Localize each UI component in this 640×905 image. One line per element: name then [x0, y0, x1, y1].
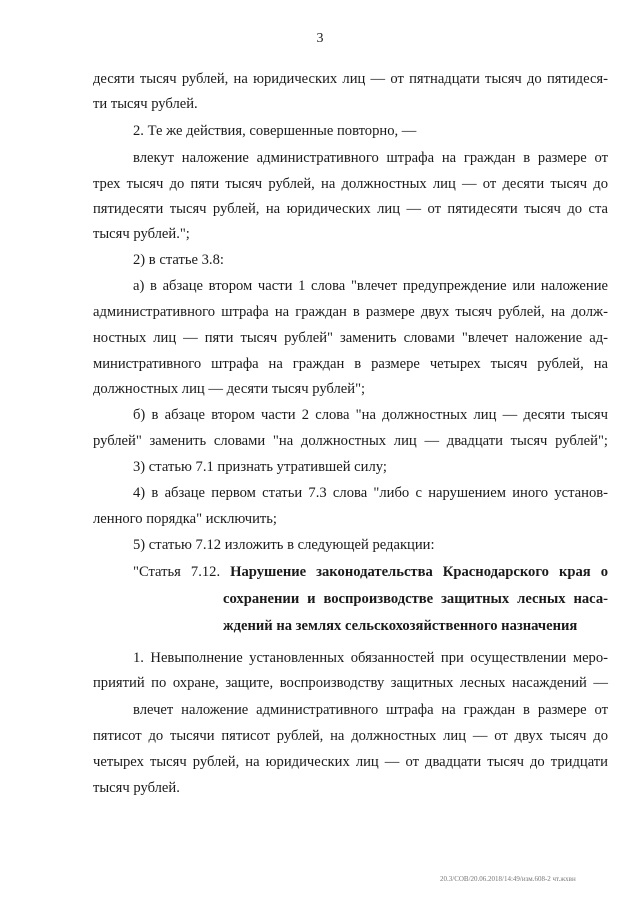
text-line: должностных лиц — десяти тысяч рублей";: [93, 381, 366, 397]
text-line: пятисот до тысячи пятисот рублей, на должностных лиц — от двух тысяч до: [93, 728, 608, 744]
text-line: ти тысяч рублей.: [93, 96, 198, 112]
text-line: министративного штрафа на граждан в размере четырех тысяч рублей, на: [93, 356, 608, 372]
text-line: 5) статью 7.12 изложить в следующей редакции:: [133, 537, 435, 553]
text-line: ностных лиц — пяти тысяч рублей" заменить словами "влечет наложение ад-: [93, 330, 608, 346]
text-line: влечет наложение административного штрафа на граждан в размере от: [133, 702, 608, 718]
text-line: рублей" заменить словами "на должностных лиц — двадцати тысяч рублей";: [93, 433, 608, 449]
article-heading-line-1: [133, 563, 608, 581]
page-number: 3: [316, 31, 324, 46]
text-line: четырех тысяч рублей, на юридических лиц — от двадцати тысяч до тридцати: [93, 754, 608, 770]
text-line: 2. Те же действия, совершенные повторно, —: [133, 123, 417, 139]
text-line: б) в абзаце втором части 2 слова "на должностных лиц — десяти тысяч: [133, 407, 608, 423]
text-line: 1. Невыполнение установленных обязанностей при осуществлении меро-: [133, 650, 608, 666]
text-line: приятий по охране, защите, воспроизводству защитных лесных насаждений —: [93, 675, 608, 691]
text-line: тысяч рублей.: [93, 780, 180, 796]
text-line: 3) статью 7.1 признать утратившей силу;: [133, 459, 387, 475]
article-title-1: Нарушение законодательства Краснодарского края о: [230, 564, 608, 580]
article-title-2: сохранении и воспроизводстве защитных лесных наса-: [223, 591, 608, 607]
article-title-3: ждений на землях сельскохозяйственного назначения: [223, 618, 578, 634]
text-line: пятидесяти тысяч рублей, на юридических лиц — от пятидесяти тысяч до ста: [93, 201, 608, 217]
text-line: административного штрафа на граждан в размере двух тысяч рублей, на долж-: [93, 304, 608, 320]
text-line: десяти тысяч рублей, на юридических лиц — от пятнадцати тысяч до пятидеся-: [93, 71, 608, 87]
text-line: тысяч рублей.";: [93, 226, 190, 242]
article-prefix: "Статья 7.12.: [133, 564, 221, 580]
text-line: 4) в абзаце первом статьи 7.3 слова "либо с нарушением иного установ-: [133, 485, 608, 501]
text-line: а) в абзаце втором части 1 слова "влечет предупреждение или наложение: [133, 278, 608, 294]
text-line: ленного порядка" исключить;: [93, 511, 277, 527]
text-line: 2) в статье 3.8:: [133, 252, 224, 268]
text-line: трех тысяч до пяти тысяч рублей, на должностных лиц — от десяти тысяч до: [93, 176, 608, 192]
text-line: влекут наложение административного штрафа на граждан в размере от: [133, 150, 608, 166]
footer-code: 20.3/СОВ/20.06.2018/14:49/изм.608-2 чт.жхвн: [440, 875, 576, 883]
